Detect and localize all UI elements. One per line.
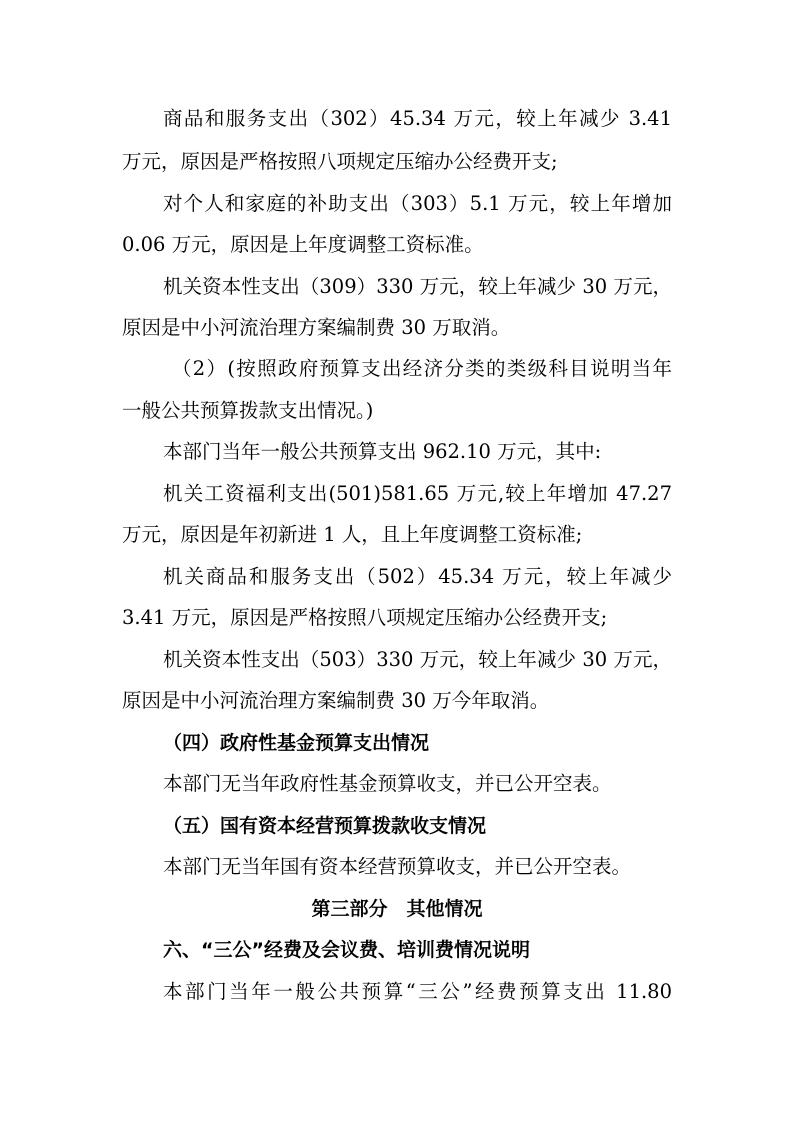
paragraph-line: 万元，原因是年初新进 1 人，且上年度调整工资标准; <box>122 523 583 546</box>
paragraph-line: 商品和服务支出（302）45.34 万元，较上年减少 3.41 <box>163 107 672 130</box>
paragraph-line: 本部门当年一般公共预算支出 962.10 万元，其中: <box>163 440 602 463</box>
paragraph-line: 机关工资福利支出(501)581.65 万元,较上年增加 47.27 <box>163 482 672 505</box>
paragraph-line: 本部门当年一般公共预算“三公”经费预算支出 11.80 <box>163 980 672 1003</box>
paragraph-line: 本部门无当年政府性基金预算收支，并已公开空表。 <box>163 772 612 795</box>
paragraph-line: 0.06 万元，原因是上年度调整工资标准。 <box>122 233 484 256</box>
section-heading: 六、“三公”经费及会议费、培训费情况说明 <box>163 939 530 961</box>
paragraph-line: 原因是中小河流治理方案编制费 30 万今年取消。 <box>122 689 550 712</box>
part-heading: 第三部分 其他情况 <box>311 898 483 920</box>
paragraph-line: 3.41 万元，原因是严格按照八项规定压缩办公经费开支; <box>122 606 608 629</box>
paragraph-line: （2）(按照政府预算支出经济分类的类级科目说明当年 <box>172 357 672 380</box>
paragraph-line: 本部门无当年国有资本经营预算收支，并已公开空表。 <box>163 855 632 878</box>
paragraph-line: 万元，原因是严格按照八项规定压缩办公经费开支; <box>122 150 558 173</box>
paragraph-line: 机关资本性支出（309）330 万元，较上年减少 30 万元， <box>163 275 672 298</box>
section-heading: （四）政府性基金预算支出情况 <box>163 732 430 754</box>
section-heading: （五）国有资本经营预算拨款收支情况 <box>163 815 487 837</box>
paragraph-line: 原因是中小河流治理方案编制费 30 万取消。 <box>122 316 511 339</box>
paragraph-line: 机关资本性支出（503）330 万元，较上年减少 30 万元， <box>163 648 672 671</box>
paragraph-line: 对个人和家庭的补助支出（303）5.1 万元，较上年增加 <box>163 192 672 215</box>
paragraph-line: 一般公共预算拨款支出情况。) <box>122 399 374 422</box>
paragraph-line: 机关商品和服务支出（502）45.34 万元，较上年减少 <box>163 565 672 588</box>
